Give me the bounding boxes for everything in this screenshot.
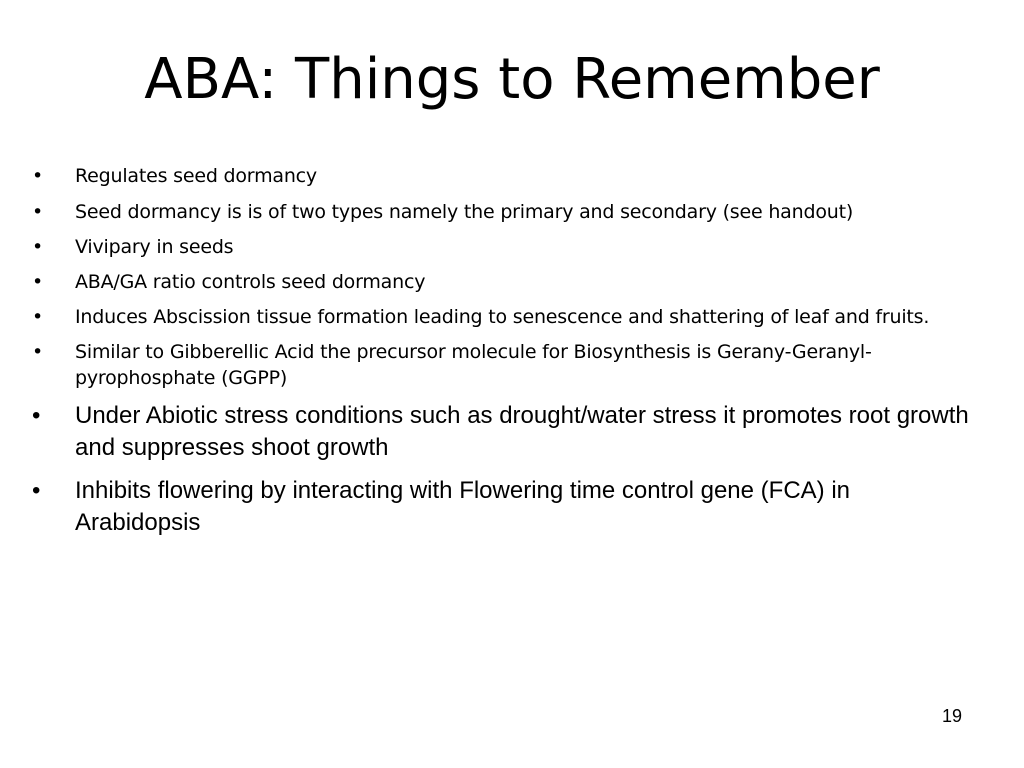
bullet-dot-icon: • — [32, 201, 44, 223]
bullet-list — [32, 163, 972, 550]
bullet-item — [32, 475, 972, 539]
bullet-text: Vivipary in seeds — [75, 236, 234, 258]
bullet-text: Induces Abscission tissue formation leading to senescence and shattering of leaf and fruits. — [75, 306, 930, 328]
bullet-dot-icon: • — [32, 236, 44, 258]
bullet-text: Similar to Gibberellic Acid the precursor molecule for Biosynthesis is Gerany-Geranyl-pyrophosphate (GGPP) — [75, 341, 872, 389]
bullet-dot-icon: • — [32, 477, 41, 504]
slide-title: ABA: Things to Remember — [144, 47, 880, 112]
bullet-item — [32, 269, 972, 295]
bullet-item — [32, 234, 972, 260]
bullet-text: ABA/GA ratio controls seed dormancy — [75, 271, 426, 293]
bullet-text: Seed dormancy is is of two types namely the primary and secondary (see handout) — [75, 201, 854, 223]
bullet-dot-icon: • — [32, 165, 44, 187]
bullet-item — [32, 163, 972, 189]
bullet-item — [32, 199, 972, 225]
bullet-dot-icon: • — [32, 306, 44, 328]
page-number: 19 — [941, 706, 962, 726]
bullet-dot-icon: • — [32, 271, 44, 293]
bullet-item — [32, 400, 972, 464]
bullet-dot-icon: • — [32, 341, 44, 363]
bullet-item — [32, 339, 972, 391]
bullet-text: Inhibits flowering by interacting with Flowering time control gene (FCA) in Arabidopsis — [75, 477, 850, 536]
bullet-text: Regulates seed dormancy — [75, 165, 317, 187]
bullet-text: Under Abiotic stress conditions such as drought/water stress it promotes root growth and suppresses shoot growth — [75, 402, 969, 461]
bullet-dot-icon: • — [32, 402, 41, 429]
bullet-item — [32, 304, 972, 330]
